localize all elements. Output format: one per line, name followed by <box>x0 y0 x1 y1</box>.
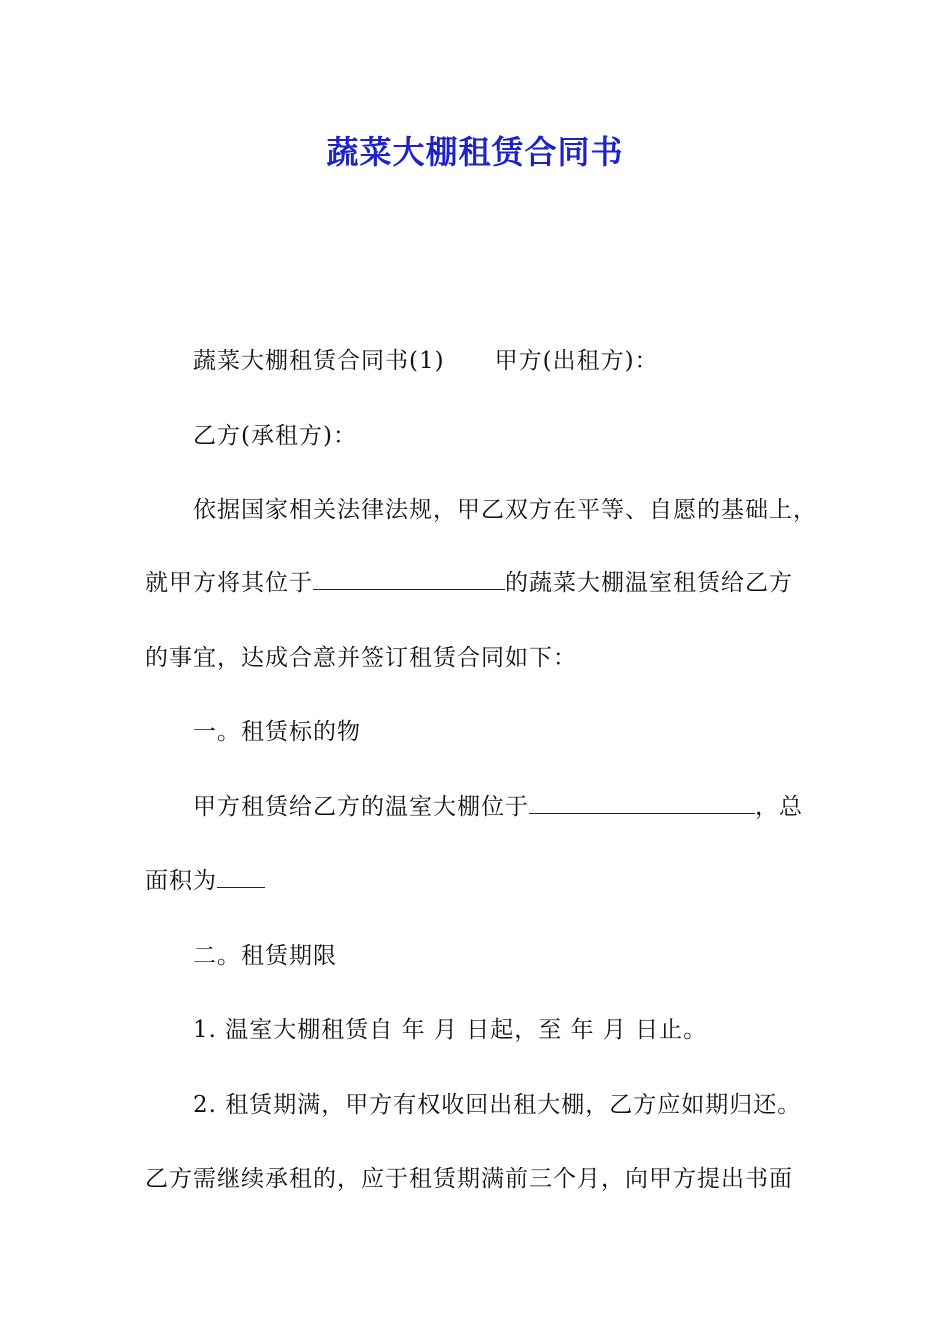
paragraph-line: 的事宜，达成合意并签订租赁合同如下： <box>145 645 577 671</box>
text-segment: 就甲方将其位于 <box>145 570 313 596</box>
paragraph-line-greenhouse-location <box>193 789 803 825</box>
party-b-label: 乙方(承租方)： <box>193 423 357 449</box>
list-item-1: 1. 温室大棚租赁自 年 月 日起，至 年 月 日止。 <box>193 1017 708 1043</box>
text-segment: 的蔬菜大棚温室租赁给乙方 <box>505 570 793 596</box>
list-item-2: 2. 租赁期满，甲方有权收回出租大棚，乙方应如期归还。 <box>193 1092 802 1118</box>
document-title: 蔬菜大棚租赁合同书 <box>326 133 624 171</box>
paragraph-line: 依据国家相关法律法规，甲乙双方在平等、自愿的基础上， <box>193 497 817 523</box>
section-heading-1: 一。租赁标的物 <box>193 719 361 745</box>
paragraph-line-location <box>145 565 793 601</box>
paragraph-line-area <box>145 863 265 899</box>
text-segment: 甲方租赁给乙方的温室大棚位于 <box>193 794 529 820</box>
party-a-label: 甲方(出租方)： <box>494 348 659 374</box>
area-blank <box>217 865 265 888</box>
section-heading-2: 二。租赁期限 <box>193 943 337 969</box>
greenhouse-location-blank <box>529 791 755 814</box>
text-segment: 面积为 <box>145 868 217 894</box>
contract-number: 蔬菜大棚租赁合同书(1) <box>193 348 445 374</box>
paragraph-line: 乙方需继续承租的，应于租赁期满前三个月，向甲方提出书面 <box>145 1166 793 1192</box>
text-segment: ，总 <box>755 794 803 820</box>
contract-heading-line <box>193 343 659 379</box>
location-blank <box>313 567 505 590</box>
